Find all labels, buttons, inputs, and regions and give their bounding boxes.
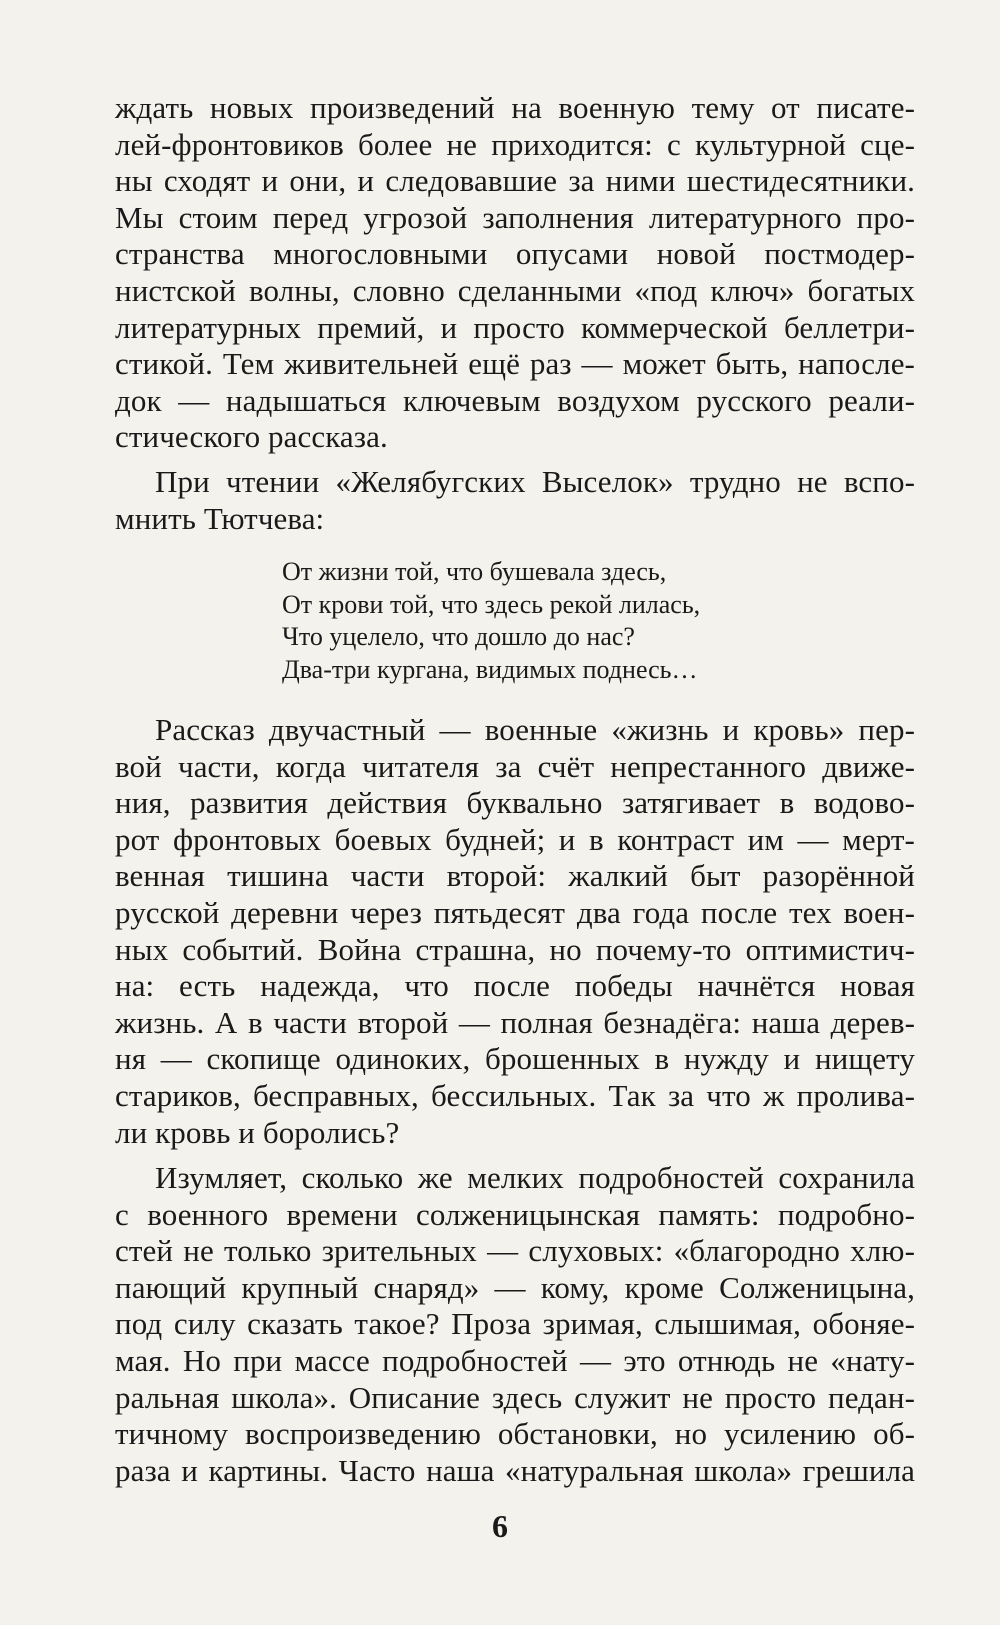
poem-verse: От жизни той, что бушевала здесь, — [282, 557, 667, 586]
poem-verse: От крови той, что здесь рекой лилась, — [282, 589, 701, 619]
text-line: ных событий. Война страшна, но почему-то оптимистич- — [115, 931, 915, 967]
text-line: ральная школа». Описание здесь служит не просто педан- — [115, 1379, 915, 1415]
poem-verse: Что уцелело, что дошло до нас? — [282, 622, 635, 651]
text-line: рот фронтовых боевых будней; и в контраст им — мерт- — [115, 821, 915, 857]
text-line: на: есть надежда, что после победы начнётся новая — [115, 968, 915, 1004]
text-line: Мы стоим перед угрозой заполнения литературного про- — [115, 199, 915, 235]
text-line: под силу сказать такое? Проза зримая, слышимая, обоняе- — [115, 1306, 915, 1342]
text-line: ны сходят и они, и следовавшие за ними шестидесятники. — [115, 163, 915, 199]
paragraph-4 — [115, 1160, 915, 1489]
text-line: ли кровь и боролись? — [115, 1114, 400, 1150]
poem-verse: Два-три кургана, видимых поднесь… — [282, 654, 698, 684]
text-line: с военного времени солженицынская память: подробно- — [115, 1196, 915, 1232]
text-line: русской деревни через пятьдесят два года после тех воен- — [115, 894, 915, 930]
paragraph-1 — [115, 90, 915, 456]
text-line: пающий крупный снаряд» — кому, кроме Солженицына, — [115, 1269, 915, 1305]
text-line: тичному воспроизведению обстановки, но усилению об- — [115, 1416, 915, 1452]
text-line: При чтении «Желябугских Выселок» трудно не вспо- — [155, 464, 915, 499]
text-line: нистской волны, словно сделанными «под ключ» богатых — [115, 272, 915, 308]
text-line: жизнь. А в части второй — полная безнадёга: наша дерев- — [115, 1004, 915, 1040]
text-line: ждать новых произведений на военную тему от писате- — [115, 90, 915, 125]
text-line: стей не только зрительных — слуховых: «благородно хлю- — [115, 1233, 915, 1269]
text-line: Рассказ двучастный — военные «жизнь и кровь» пер- — [155, 712, 915, 747]
text-line: вой части, когда читателя за счёт непрестанного движе- — [115, 748, 915, 784]
paragraph-3 — [115, 712, 915, 1151]
text-line: стариков, бесправных, бессильных. Так за что ж пролива- — [115, 1077, 915, 1113]
text-line: литературных премий, и просто коммерческой беллетри- — [115, 309, 915, 345]
paragraph-2 — [115, 464, 915, 537]
text-line: ня — скопище одиноких, брошенных в нужду и нищету — [115, 1041, 915, 1077]
text-line: Изумляет, сколько же мелких подробностей сохранила — [155, 1160, 915, 1195]
text-line: странства многословными опусами новой постмодер- — [115, 236, 915, 272]
text-line: стикой. Тем живительней ещё раз — может быть, напосле- — [115, 346, 915, 382]
text-line: мнить Тютчева: — [115, 500, 325, 536]
text-line: ния, развития действия буквально затягивает в водово- — [115, 785, 915, 821]
text-line: мая. Но при массе подробностей — это отнюдь не «нату- — [115, 1342, 915, 1378]
text-line: лей-фронтовиков более не приходится: с культурной сце- — [115, 126, 915, 162]
text-line: стического рассказа. — [115, 419, 388, 455]
text-line: раза и картины. Часто наша «натуральная школа» грешила — [115, 1452, 915, 1488]
text-line: док — надышаться ключевым воздухом русского реали- — [115, 382, 915, 418]
poem-quote — [282, 556, 842, 686]
page-number: 6 — [492, 1508, 508, 1544]
text-line: венная тишина части второй: жалкий быт разорённой — [115, 858, 915, 894]
